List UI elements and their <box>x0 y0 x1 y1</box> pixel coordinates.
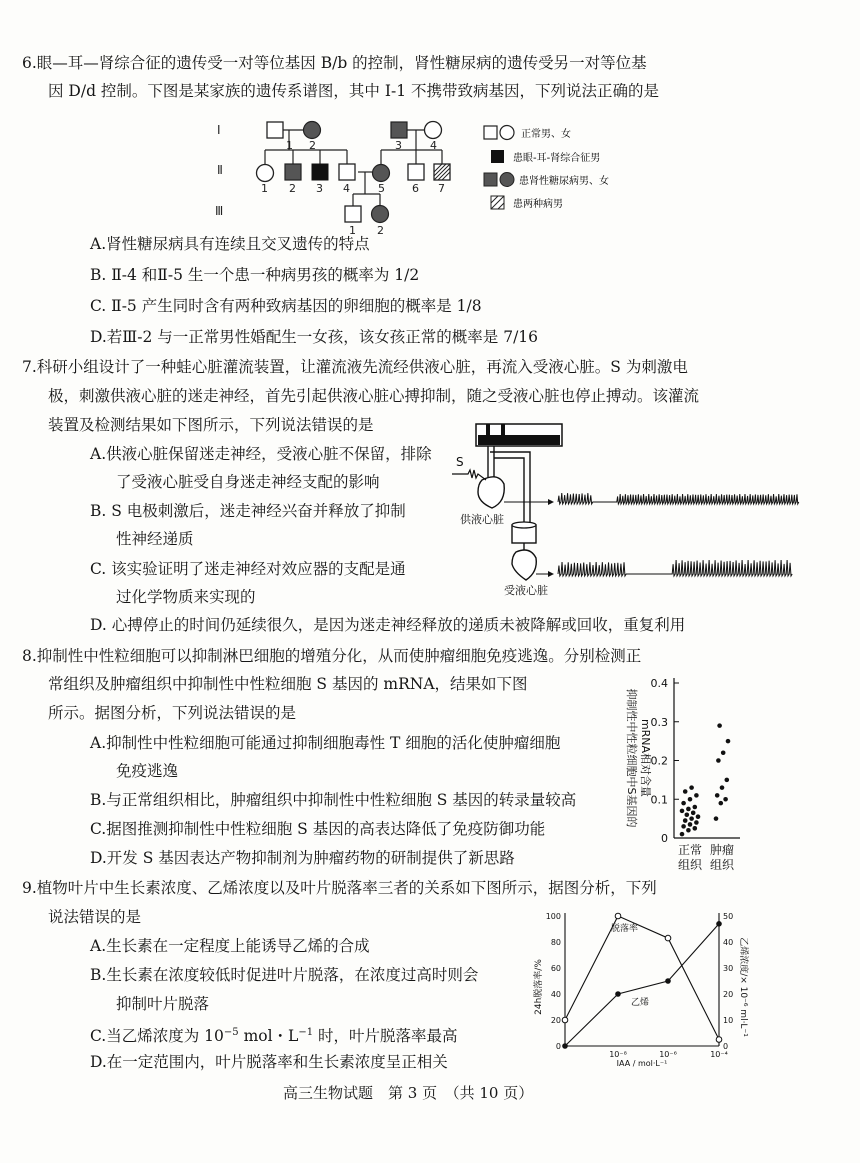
q8-ylabel-line2: mRNA相对含量 <box>639 718 652 798</box>
q6-stem-line1: 6.眼—耳—肾综合征的遗传受一对等位基因 B/b 的控制，肾性糖尿病的遗传受另一对等位基 <box>22 54 647 72</box>
gen-III-label: Ⅲ <box>215 204 224 218</box>
q9-option-c-exp2: −1 <box>298 1027 314 1038</box>
q9-ethylene-line <box>565 924 719 1046</box>
q8-option-a-line2: 免疫逃逸 <box>116 762 179 780</box>
q9-right-tick-label: 10 <box>723 1016 734 1025</box>
q9-right-tick-label: 30 <box>723 964 734 973</box>
q8-stem-line2: 常组织及肿瘤组织中抑制性中性粒细胞 S 基因的 mRNA，结果如下图 <box>48 675 528 693</box>
q9-option-c-post: 时，叶片脱落率最高 <box>313 1027 458 1046</box>
q8-data-point <box>693 826 698 831</box>
q9-shed-rate-point <box>665 935 671 941</box>
q8-data-point <box>714 816 719 821</box>
q9-option-b-line1: B.生长素在浓度较低时促进叶片脱落，在浓度过高时则会 <box>90 966 479 984</box>
q8-ytick-label: 0.3 <box>650 715 668 729</box>
q6-option-b: B. Ⅱ-4 和Ⅱ-5 生一个患一种病男孩的概率为 1/2 <box>90 266 420 284</box>
q9-right-tick-label: 20 <box>723 990 734 999</box>
q9-ethylene-point <box>562 1043 568 1049</box>
donor-heart-trace <box>558 493 799 504</box>
q9-x-tick-label: 10⁻⁴ <box>710 1050 728 1059</box>
q6-pedigree-figure <box>195 112 609 237</box>
q9-shed-rate-point <box>615 913 621 919</box>
s-electrode <box>452 470 486 480</box>
q6-option-a: A.肾性糖尿病具有连续且交叉遗传的特点 <box>90 235 370 253</box>
q8-data-point <box>689 816 694 821</box>
II-2-number: 2 <box>289 182 296 195</box>
q6-option-c: C. Ⅱ-5 产生同时含有两种致病基因的卵细胞的概率是 1/8 <box>90 297 482 315</box>
I-4-normal-female <box>425 122 442 139</box>
q7-option-a-line2: 了受液心脏受自身迷走神经支配的影响 <box>116 473 380 491</box>
q8-data-point <box>681 824 686 829</box>
q8-data-point <box>719 801 724 806</box>
q8-data-point <box>680 832 685 837</box>
q8-data-point <box>723 797 728 802</box>
q9-x-axis-label: IAA / mol·L⁻¹ <box>616 1059 668 1068</box>
III-2-diabetic-female <box>372 206 389 223</box>
q8-option-c: C.据图推测抑制性中性粒细胞 S 基因的高表达降低了免疫防御功能 <box>90 820 546 838</box>
q8-data-point <box>691 811 696 816</box>
q8-option-b: B.与正常组织相比，肿瘤组织中抑制性中性粒细胞 S 基因的转录量较高 <box>90 791 577 809</box>
q8-option-a-line1: A.抑制性中性粒细胞可能通过抑制细胞毒性 T 细胞的活化使肿瘤细胞 <box>90 734 561 752</box>
III-2-number: 2 <box>377 224 384 237</box>
II-3-number: 3 <box>316 182 323 195</box>
q9-ethylene-point <box>615 991 621 997</box>
q9-right-tick-label: 0 <box>723 1042 729 1051</box>
q9-shed-rate-label: 脱落率 <box>611 924 639 934</box>
q8-data-point <box>696 814 701 819</box>
II-1-number: 1 <box>261 182 268 195</box>
q8-data-point <box>685 812 690 817</box>
q9-option-c <box>90 1022 458 1047</box>
gen-I-label: Ⅰ <box>217 123 221 137</box>
recipient-heart-label: 受液心脏 <box>504 584 548 597</box>
q9-x-tick-label: 10⁻⁸ <box>609 1050 627 1059</box>
II-7-number: 7 <box>438 182 445 195</box>
legend-eye-ear-kidney: 患眼-耳-肾综合征男 <box>513 153 601 164</box>
q9-left-tick-label: 100 <box>545 912 561 921</box>
II-2-diabetic-male <box>285 164 301 180</box>
q8-data-point <box>726 739 731 744</box>
q7-option-c-line2: 过化学物质来实现的 <box>116 588 256 606</box>
I-1-number: 1 <box>286 139 293 152</box>
q9-ethylene-label: 乙烯 <box>631 998 650 1008</box>
q9-left-tick-label: 40 <box>550 990 561 999</box>
donor-heart-shape <box>478 477 504 508</box>
II-5-number: 5 <box>378 182 385 195</box>
s-electrode-label: S <box>456 455 464 469</box>
recipient-heart-trace <box>558 560 792 576</box>
q9-shed-rate-point <box>716 1037 722 1043</box>
I-3-diabetic-male <box>391 122 407 138</box>
q8-category-normal-1: 正常 <box>677 843 703 857</box>
q8-data-point <box>688 797 693 802</box>
q8-category-normal-2: 组织 <box>677 858 703 872</box>
q8-data-point <box>689 785 694 790</box>
I-1-normal-male <box>267 122 283 138</box>
page-footer: 高三生物试题 第 3 页 （共 10 页） <box>283 1084 534 1102</box>
q9-shed-rate-point <box>562 1017 568 1023</box>
q8-scatter-chart <box>612 670 752 875</box>
pedigree-legend <box>484 126 609 211</box>
q8-data-point <box>720 785 725 790</box>
legend-both: 患两种病男 <box>513 199 563 210</box>
q8-data-point <box>683 789 688 794</box>
q9-option-c-exp1: −5 <box>223 1027 239 1038</box>
I-2-diabetic-female <box>304 122 321 139</box>
q8-ytick-label: 0.1 <box>650 793 668 807</box>
q9-ethylene-point <box>665 978 671 984</box>
gen-II-label: Ⅱ <box>217 163 223 177</box>
II-6-normal-male <box>408 164 424 180</box>
q9-shed-rate-line <box>565 916 719 1040</box>
q8-category-tumor-1: 肿瘤 <box>709 843 735 857</box>
q8-data-point <box>716 758 721 763</box>
q8-ytick-label: 0.2 <box>650 754 668 768</box>
q8-data-point <box>721 750 726 755</box>
q6-option-d: D.若Ⅲ-2 与一正常男性婚配生一女孩，该女孩正常的概率是 7/16 <box>90 328 539 346</box>
q9-left-tick-label: 20 <box>550 1016 561 1025</box>
q7-stem-line2: 极，刺激供液心脏的迷走神经，首先引起供液心脏心搏抑制，随之受液心脏也停止搏动。该灌流 <box>48 387 700 405</box>
III-1-number: 1 <box>349 224 356 237</box>
q9-right-tick-label: 50 <box>723 912 734 921</box>
q8-data-point <box>694 793 699 798</box>
q9-dual-axis-chart <box>527 903 757 1073</box>
q8-category-tumor-2: 组织 <box>709 858 735 872</box>
II-3-eye-ear-kidney-male <box>312 164 328 180</box>
q8-data-point <box>683 818 688 823</box>
q9-right-axis-label: 乙烯浓度/× 10⁻⁶ ml·L⁻¹ <box>738 937 748 1037</box>
q6-stem-line2: 因 D/d 控制。下图是某家族的遗传系谱图，其中 I-1 不携带致病基因，下列说法正确的是 <box>48 82 660 100</box>
q8-data-point <box>725 778 730 783</box>
q9-option-c-mid: mol・L <box>238 1027 299 1046</box>
II-1-normal-female <box>257 165 274 182</box>
q7-stem-line3: 装置及检测结果如下图所示，下列说法错误的是 <box>48 416 374 434</box>
q9-left-axis-label: 24h脱落率/% <box>534 959 544 1015</box>
III-1-normal-male <box>345 206 361 222</box>
q9-option-d: D.在一定范围内，叶片脱落率和生长素浓度呈正相关 <box>90 1053 448 1071</box>
q8-data-point <box>680 809 685 814</box>
q8-data-point <box>688 822 693 827</box>
q9-ethylene-point <box>716 921 722 927</box>
q7-option-c-line1: C. 该实验证明了迷走神经对效应器的支配是通 <box>90 560 406 578</box>
q8-ytick-label: 0.4 <box>650 677 668 690</box>
q8-data-point <box>686 828 691 833</box>
q8-data-point <box>681 801 686 806</box>
q7-option-b-line1: B. S 电极刺激后，迷走神经兴奋并释放了抑制 <box>90 502 406 520</box>
q7-stem-line1: 7.科研小组设计了一种蛙心脏灌流装置，让灌流液先流经供液心脏，再流入受液心脏。S 为刺激电 <box>22 358 688 376</box>
q8-data-point <box>686 807 691 812</box>
q8-data-point <box>715 793 720 798</box>
q7-option-b-line2: 性神经递质 <box>116 530 194 548</box>
q8-ylabel-line1: 抑制性中性粒细胞中S基因的 <box>625 688 638 828</box>
q9-x-tick-label: 10⁻⁶ <box>659 1050 677 1059</box>
legend-diabetes: 患肾性糖尿病男、女 <box>519 176 609 187</box>
donor-heart-label: 供液心脏 <box>460 513 504 526</box>
q7-option-a-line1: A.供液心脏保留迷走神经，受液心脏不保留，排除 <box>90 445 432 463</box>
q7-option-d: D. 心搏停止的时间仍延续很久，是因为迷走神经释放的递质未被降解或回收，重复利用 <box>90 616 686 634</box>
q9-left-tick-label: 80 <box>550 938 561 947</box>
q8-ytick-label: 0 <box>661 832 668 845</box>
q8-stem-line3: 所示。据图分析，下列说法错误的是 <box>48 704 297 722</box>
II-5-diabetic-female <box>373 165 390 182</box>
legend-normal: 正常男、女 <box>521 129 571 140</box>
I-4-number: 4 <box>430 139 437 152</box>
q8-data-point <box>693 805 698 810</box>
q8-data-point <box>694 820 699 825</box>
q9-stem-line2: 说法错误的是 <box>48 908 142 926</box>
I-3-number: 3 <box>395 139 402 152</box>
q8-stem-line1: 8.抑制性中性粒细胞可以抑制淋巴细胞的增殖分化，从而使肿瘤细胞免疫逃逸。分别检测正 <box>22 647 642 665</box>
I-2-number: 2 <box>309 139 316 152</box>
q9-option-b-line2: 抑制叶片脱落 <box>116 995 210 1013</box>
II-7-both-diseases-male <box>434 164 450 180</box>
q9-option-a: A.生长素在一定程度上能诱导乙烯的合成 <box>90 937 370 955</box>
recipient-heart-shape <box>512 550 536 580</box>
q8-data-point <box>717 723 722 728</box>
q8-option-d: D.开发 S 基因表达产物抑制剂为肿瘤药物的研制提供了新思路 <box>90 849 515 867</box>
q9-stem-line1: 9.植物叶片中生长素浓度、乙烯浓度以及叶片脱落率三者的关系如下图所示，据图分析，下列 <box>22 879 657 897</box>
q9-left-tick-label: 0 <box>555 1042 561 1051</box>
II-6-number: 6 <box>412 182 419 195</box>
II-4-number: 4 <box>343 182 350 195</box>
q9-option-c-pre: C.当乙烯浓度为 10 <box>90 1027 224 1046</box>
II-4-normal-male <box>339 164 355 180</box>
q9-right-tick-label: 40 <box>723 938 734 947</box>
q7-perfusion-figure <box>438 422 843 602</box>
q9-left-tick-label: 60 <box>550 964 561 973</box>
